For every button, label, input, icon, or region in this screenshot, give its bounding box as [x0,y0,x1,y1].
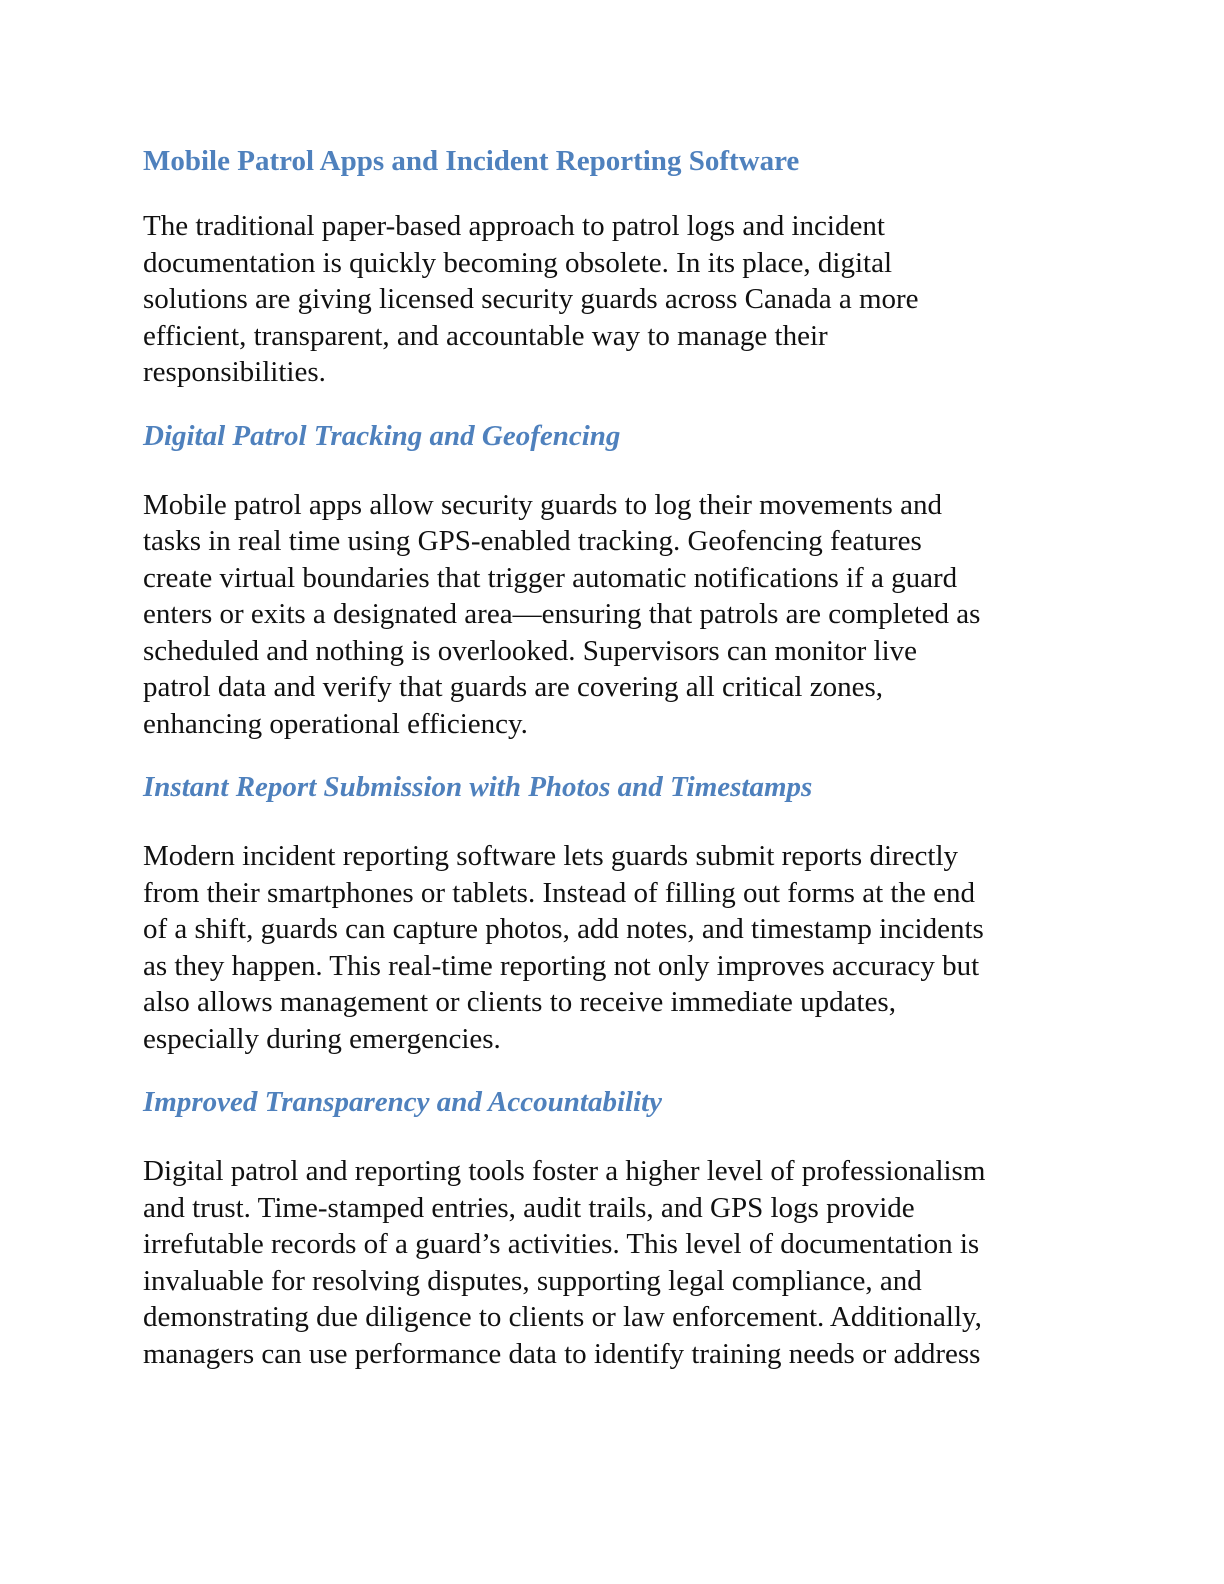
section-paragraph-transparency [143,1153,1083,1372]
paragraph-line: of a shift, guards can capture photos, add notes, and timestamp incidents [143,913,984,945]
paragraph-line: invaluable for resolving disputes, supporting legal compliance, and [143,1264,922,1297]
document-content [143,140,1083,1396]
paragraph-line: efficient, transparent, and accountable way to manage their [143,319,828,352]
paragraph-line: enters or exits a designated area—ensuring that patrols are completed as [143,598,981,630]
section-heading-report-submission: Instant Report Submission with Photos and Timestamps [143,771,813,803]
paragraph-line: Mobile patrol apps allow security guards to log their movements and [143,488,942,521]
paragraph-line: patrol data and verify that guards are covering all critical zones, [143,671,883,703]
paragraph-line: responsibilities. [143,356,326,388]
paragraph-line: solutions are giving licensed security guards across Canada a more [143,283,919,315]
paragraph-line: especially during emergencies. [143,1022,501,1055]
section-heading-patrol-tracking: Digital Patrol Tracking and Geofencing [143,419,621,452]
section-heading-transparency: Improved Transparency and Accountability [143,1086,663,1118]
paragraph-line: managers can use performance data to identify training needs or address [143,1337,981,1370]
paragraph-line: scheduled and nothing is overlooked. Supervisors can monitor live [143,634,917,667]
intro-paragraph [143,208,1083,391]
paragraph-line: Digital patrol and reporting tools foster a higher level of professionalism [143,1155,986,1187]
paragraph-line: demonstrating due diligence to clients or law enforcement. Additionally, [143,1301,982,1333]
paragraph-line: tasks in real time using GPS-enabled tracking. Geofencing features [143,525,922,557]
paragraph-line: also allows management or clients to receive immediate updates, [143,986,896,1018]
paragraph-line: create virtual boundaries that trigger automatic notifications if a guard [143,561,958,594]
document-title: Mobile Patrol Apps and Incident Reporting Software [143,145,800,177]
section-paragraph-report-submission [143,838,1083,1057]
paragraph-line: irrefutable records of a guard’s activities. This level of documentation is [143,1228,980,1260]
paragraph-line: as they happen. This real-time reporting not only improves accuracy but [143,949,980,982]
paragraph-line: Modern incident reporting software lets guards submit reports directly [143,840,959,872]
paragraph-line: and trust. Time-stamped entries, audit trails, and GPS logs provide [143,1191,915,1224]
paragraph-line: The traditional paper-based approach to patrol logs and incident [143,210,885,242]
paragraph-line: documentation is quickly becoming obsolete. In its place, digital [143,246,893,279]
paragraph-line: from their smartphones or tablets. Instead of filling out forms at the end [143,876,975,909]
paragraph-line: enhancing operational efficiency. [143,707,528,740]
section-paragraph-patrol-tracking [143,487,1083,743]
